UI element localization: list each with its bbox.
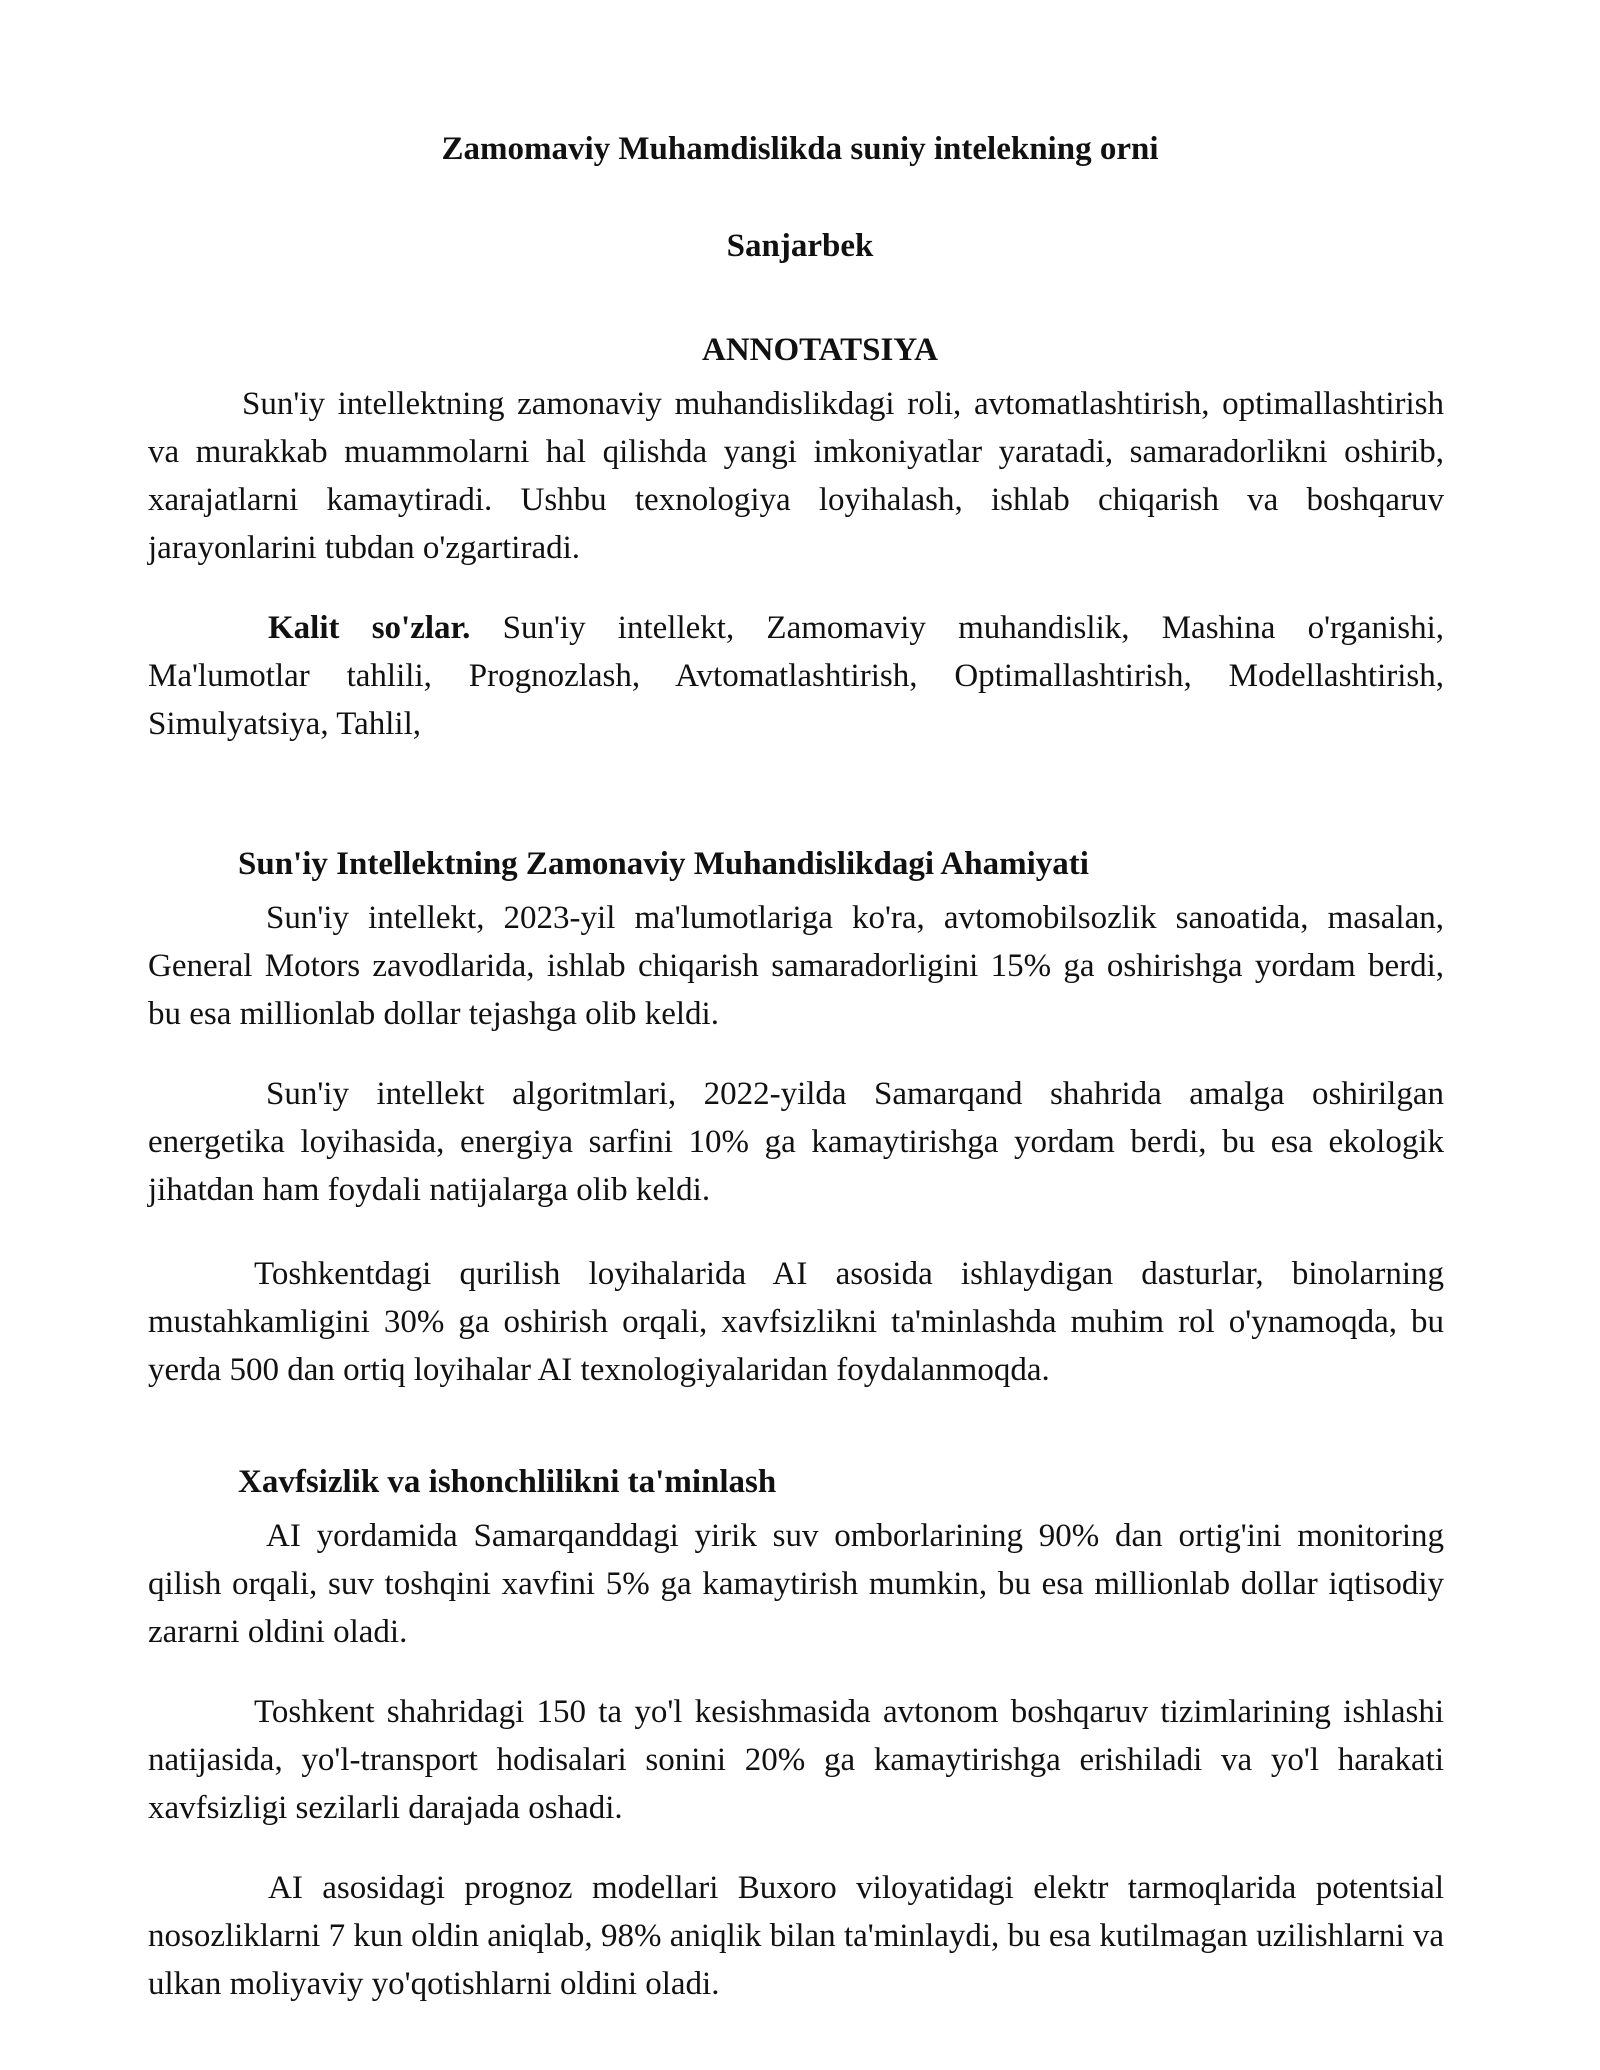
author-name: Sanjarbek (726, 228, 874, 264)
keywords-label: Kalit so'zlar. (268, 610, 471, 646)
section-heading-importance: Sun'iy Intellektning Zamonaviy Muhandislikdagi Ahamiyati (238, 846, 1089, 882)
section1-paragraph-3: Toshkentdagi qurilish loyihalarida AI asosida ishlaydigan dasturlar, binolarning mustahkamligini 30% ga oshirish orqali, xavfsizlikni ta'minlashda muhim rol o'ynamoqda, bu yerda 500 dan ortiq loyihalar AI texnologiyalaridan foydalanmoqda. (148, 1256, 1444, 1388)
section-heading-safety: Xavfsizlik va ishonchlilikni ta'minlash (238, 1464, 777, 1500)
annotation-heading: ANNOTATSIYA (702, 332, 938, 368)
document-title: Zamomaviy Muhamdislikda suniy intelekning orni (441, 131, 1159, 167)
section2-paragraph-3: AI asosidagi prognoz modellari Buxoro viloyatidagi elektr tarmoqlarida potentsial nosozliklarni 7 kun oldin aniqlab, 98% aniqlik bilan ta'minlaydi, bu esa kutilmagan uzilishlarni va ulkan moliyaviy yo'qotishlarni oldini oladi. (148, 1870, 1444, 2002)
section1-paragraph-1: Sun'iy intellekt, 2023-yil ma'lumotlariga ko'ra, avtomobilsozlik sanoatida, masalan, General Motors zavodlarida, ishlab chiqarish samaradorligini 15% ga oshirishga yordam berdi, bu esa millionlab dollar tejashga olib keldi. (148, 900, 1444, 1032)
keywords-text: Sun'iy intellekt, Zamomaviy muhandislik, Mashina o'rganishi, Ma'lumotlar tahlili, Prognozlash, Avtomatlashtirish, Optimallashtirish, Modellashtirish, Simulyatsiya, Tahlil, (148, 610, 1444, 742)
keywords-paragraph (148, 604, 1444, 748)
section2-paragraph-2: Toshkent shahridagi 150 ta yo'l kesishmasida avtonom boshqaruv tizimlarining ishlashi natijasida, yo'l-transport hodisalari sonini 20% ga kamaytirishga erishiladi va yo'l harakati xavfsizligi sezilarli darajada oshadi. (148, 1694, 1444, 1826)
annotation-paragraph: Sun'iy intellektning zamonaviy muhandislikdagi roli, avtomatlashtirish, optimallashtirish va murakkab muammolarni hal qilishda yangi imkoniyatlar yaratadi, samaradorlikni oshirib, xarajatlarni kamaytiradi. Ushbu texnologiya loyihalash, ishlab chiqarish va boshqaruv jarayonlarini tubdan o'zgartiradi. (148, 386, 1444, 566)
section1-paragraph-2: Sun'iy intellekt algoritmlari, 2022-yilda Samarqand shahrida amalga oshirilgan energetika loyihasida, energiya sarfini 10% ga kamaytirishga yordam berdi, bu esa ekologik jihatdan ham foydali natijalarga olib keldi. (148, 1076, 1444, 1208)
section2-paragraph-1: AI yordamida Samarqanddagi yirik suv omborlarining 90% dan ortig'ini monitoring qilish orqali, suv toshqini xavfini 5% ga kamaytirish mumkin, bu esa millionlab dollar iqtisodiy zararni oldini oladi. (148, 1518, 1444, 1650)
